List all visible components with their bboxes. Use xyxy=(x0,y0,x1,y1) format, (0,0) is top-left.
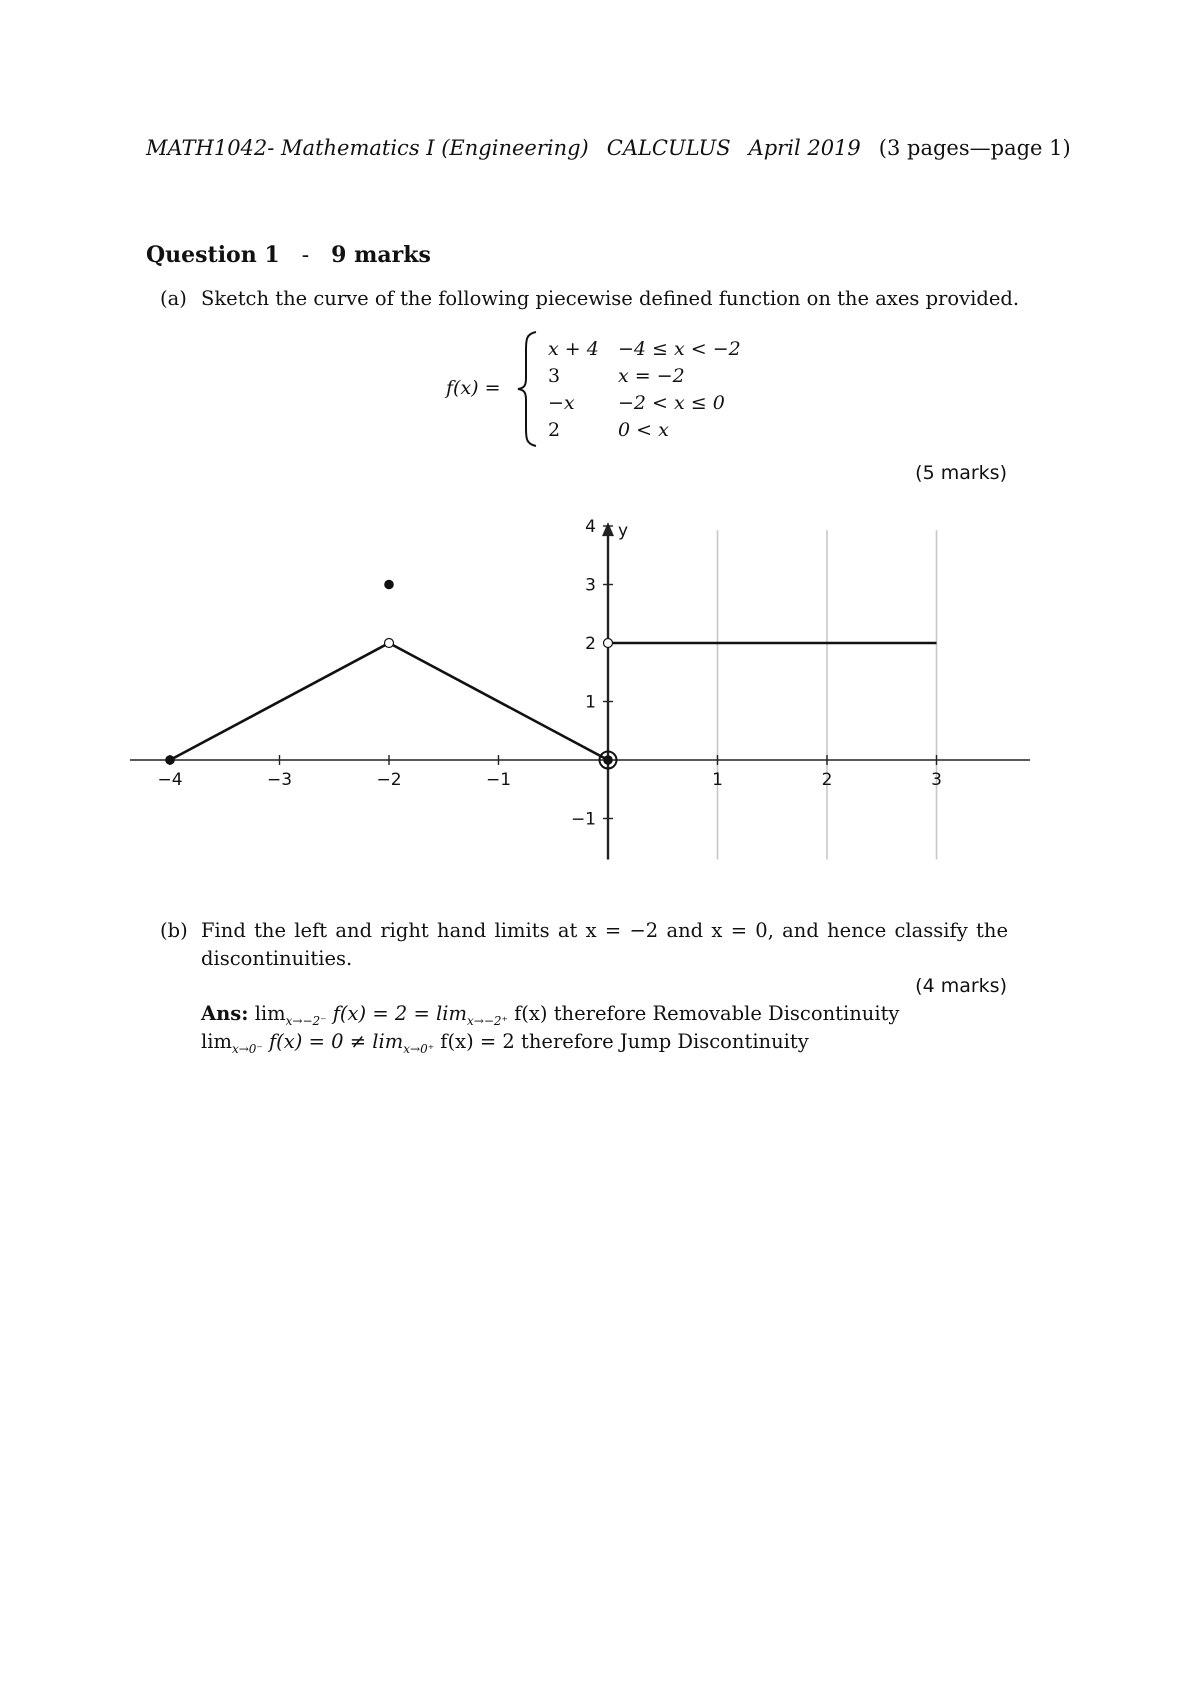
subject-name: CALCULUS xyxy=(606,136,731,160)
question-title xyxy=(146,242,431,268)
y-axis-arrow xyxy=(602,522,614,536)
answer-line-2 xyxy=(201,1030,809,1056)
x-tick-label: −3 xyxy=(266,770,293,790)
curve-segment xyxy=(170,643,389,760)
y-axis-label: y xyxy=(618,521,629,542)
part-b-marks: (4 marks) xyxy=(915,975,1007,997)
answer-2-sub-left: x→0⁻ xyxy=(231,1041,263,1056)
curve-segment xyxy=(389,643,608,760)
y-tick-label: 3 xyxy=(585,575,596,596)
x-tick-label: −2 xyxy=(376,770,402,790)
answer-1-sub-right: x→−2⁺ xyxy=(467,1013,508,1028)
part-b-question-line1: Find the left and right hand limits at x = −2 and x = 0, and hence classify the xyxy=(201,919,1008,942)
case-expr-4: 2 xyxy=(548,419,561,441)
exam-date: April 2019 xyxy=(748,136,861,160)
y-tick-label: 1 xyxy=(585,692,596,713)
page-count: (3 pages—page 1) xyxy=(878,136,1071,160)
question-dash: - xyxy=(301,243,310,268)
answer-2-lim: lim xyxy=(201,1030,232,1053)
answer-1-sub-left: x→−2⁻ xyxy=(285,1013,327,1028)
case-cond-2: x = −2 xyxy=(618,365,685,387)
answer-2-mid: f(x) = 0 ≠ lim xyxy=(268,1030,404,1053)
answer-2-sub-right: x→0⁺ xyxy=(403,1041,435,1056)
y-tick-label: −1 xyxy=(570,809,596,830)
case-expr-3: −x xyxy=(548,392,575,414)
open-point xyxy=(604,639,613,648)
answer-line-1 xyxy=(201,1002,899,1028)
x-tick-label: −4 xyxy=(157,770,183,790)
open-point xyxy=(385,639,394,648)
answer-1-lim: lim xyxy=(254,1002,286,1025)
function-graph xyxy=(130,506,1030,886)
case-cond-3: −2 < x ≤ 0 xyxy=(618,392,725,414)
part-b-question-line2: discontinuities. xyxy=(201,947,353,970)
closed-point xyxy=(603,755,613,765)
part-a-label: (a) xyxy=(160,287,187,310)
case-expr-1: x + 4 xyxy=(548,338,599,360)
case-cond-4: 0 < x xyxy=(618,419,669,441)
closed-point xyxy=(384,580,394,590)
page-header xyxy=(146,136,1071,160)
y-tick-label: 2 xyxy=(585,634,596,654)
answer-label: Ans: xyxy=(201,1002,249,1025)
answer-1-mid: f(x) = 2 = lim xyxy=(332,1002,467,1025)
answer-1-conclusion: f(x) therefore Removable Discontinuity xyxy=(514,1002,900,1025)
graph-svg xyxy=(130,506,1030,886)
case-cond-1: −4 ≤ x < −2 xyxy=(618,338,741,360)
case-expr-2: 3 xyxy=(548,365,561,387)
question-number: Question 1 xyxy=(146,242,280,268)
x-tick-label: −1 xyxy=(485,770,512,790)
x-tick-label: 1 xyxy=(712,770,723,790)
question-marks: 9 marks xyxy=(331,242,431,268)
part-a-marks: (5 marks) xyxy=(915,462,1007,484)
answer-2-conclusion: f(x) = 2 therefore Jump Discontinuity xyxy=(440,1030,809,1053)
part-b-label: (b) xyxy=(160,919,188,942)
course-name: MATH1042- Mathematics I (Engineering) xyxy=(146,136,589,160)
closed-point xyxy=(165,755,175,765)
left-brace xyxy=(516,330,540,448)
part-a-instruction: Sketch the curve of the following piecewise defined function on the axes provided. xyxy=(201,287,1020,310)
x-tick-label: 3 xyxy=(931,770,942,790)
function-lhs: f(x) = xyxy=(446,377,501,399)
y-tick-label: 4 xyxy=(585,517,596,537)
x-tick-label: 2 xyxy=(821,770,833,790)
